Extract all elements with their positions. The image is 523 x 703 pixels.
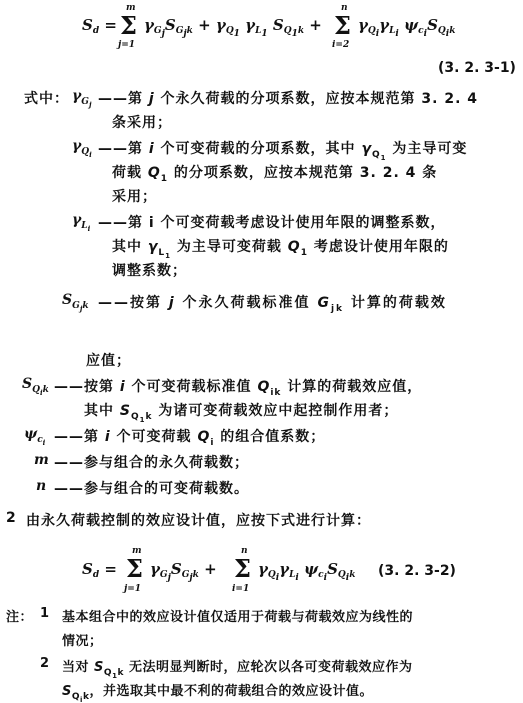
item-2-text: 由永久荷载控制的效应设计值，应按下式进行计算： <box>26 513 371 529</box>
note-1-line2: 情况； <box>62 634 103 649</box>
def-gamma-Li-line1: ——第 i 个可变荷载考虑设计使用年限的调整系数， <box>98 215 446 231</box>
def-psi-ci: ——第 i 个可变荷载 $Q_i$ 的组合值系数； <box>54 429 326 448</box>
symbol-S-Gjk: $S_{G_jk}$ <box>62 292 89 313</box>
def-gamma-Gj-line2: 条采用； <box>112 115 172 131</box>
def-n: ——参与组合的可变荷载数。 <box>54 481 249 497</box>
symbol-gamma-Qi: $\gamma_{Q_i}$ <box>72 138 92 159</box>
note-1-line1: 基本组合中的效应设计值仅适用于荷载与荷载效应为线性的 <box>62 610 414 625</box>
symbol-gamma-Gj: $\gamma_{G_j}$ <box>72 88 92 109</box>
notes-label: 注： <box>6 610 34 625</box>
symbol-gamma-Li: $\gamma_{L_i}$ <box>72 212 91 233</box>
continuation-text: 应值； <box>86 353 131 369</box>
note-1-number: 1 <box>40 606 50 621</box>
def-m: ——参与组合的永久荷载数； <box>54 455 249 471</box>
note-2-line2: $S_{Q_ik}$，并选取其中最不利的荷载组合的效应设计值。 <box>62 684 373 703</box>
symbol-S-Qik: $S_{Q_ik}$ <box>22 376 49 397</box>
def-gamma-Qi-line1: ——第 i 个可变荷载的分项系数，其中 $\gamma_{Q_1}$ 为主导可变 <box>98 141 468 162</box>
symbol-n: n <box>36 478 47 494</box>
note-2-number: 2 <box>40 656 50 671</box>
symbol-m: m <box>34 452 49 468</box>
def-gamma-Qi-line3: 采用； <box>112 189 157 205</box>
def-S-Gjk-line1: ——按第 j 个永久荷载标准值 $G_{jk}$ 计算的荷载效 <box>98 295 447 314</box>
def-gamma-Li-line2: 其中 $\gamma_{L_1}$ 为主导可变荷载 $Q_1$ 考虑设计使用年限的 <box>112 239 449 260</box>
def-gamma-Li-line3: 调整系数； <box>112 263 187 279</box>
symbol-psi-ci: $\psi_{c_i}$ <box>24 426 46 447</box>
where-label: 式中： <box>24 91 69 107</box>
equation-number-2: (3. 2. 3-2) <box>378 563 456 579</box>
def-S-Qik-line1: ——按第 i 个可变荷载标准值 $Q_{ik}$ 计算的荷载效应值， <box>54 379 423 398</box>
def-S-Qik-line2: 其中 $S_{Q_1k}$ 为诸可变荷载效应中起控制作用者； <box>84 403 399 424</box>
equation-number-1: (3. 2. 3-1) <box>438 60 516 76</box>
note-2-line1: 当对 $S_{Q_1k}$ 无法明显判断时，应轮次以各可变荷载效应作为 <box>62 660 413 680</box>
item-2-number: 2 <box>6 510 17 526</box>
def-gamma-Gj-line1: ——第 j 个永久荷载的分项系数，应按本规范第 3. 2. 4 <box>98 91 479 107</box>
def-gamma-Qi-line2: 荷载 $Q_1$ 的分项系数，应按本规范第 3. 2. 4 条 <box>112 165 438 184</box>
